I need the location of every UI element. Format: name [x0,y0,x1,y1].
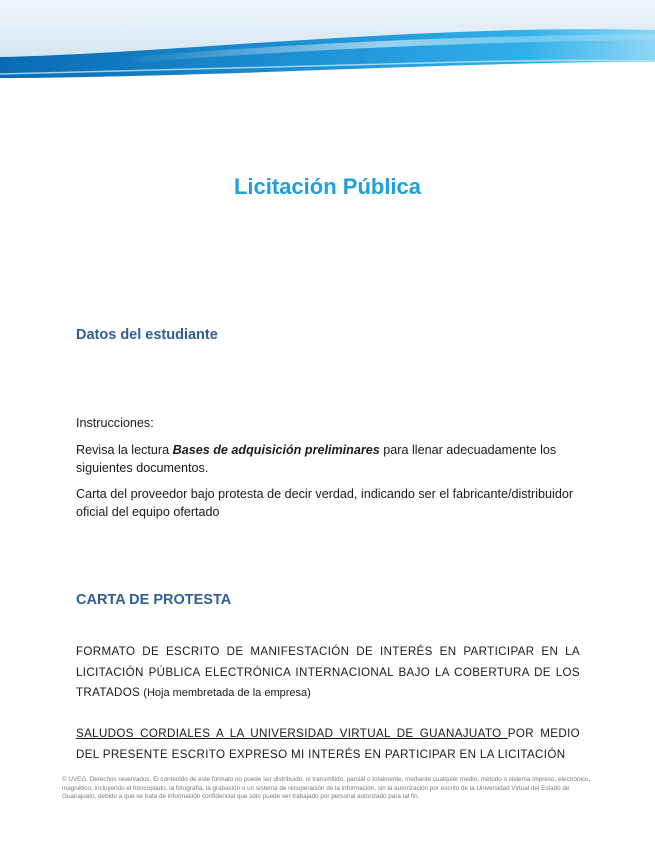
saludos-paragraph [76,724,580,765]
instructions-paragraph [76,441,580,477]
instructions-text-pre: Revisa la lectura [76,443,173,457]
formato-note: (Hoja membretada de la empresa) [140,687,311,699]
reading-title: Bases de adquisición preliminares [172,443,380,457]
footer-copyright: © UVEG. Derechos reservados. El contenido de este formato no puede ser distribuido, ni transmitido, parcial o totalmente, mediante cualquier medio, método o sistema impreso, electrónico, magnético, incluyendo el fotocopiado, la fotografía, la grabación o un sistema de recuperación de la información, sin la autorización por escrito de la Universidad Virtual del Estado de Guanajuato, debido a que se trata de información confidencial que sólo puede ser trabajado por personal autorizado para tal fin. [62,776,591,800]
instructions-text-post: para llenar adecuadamente los siguientes documentos. [76,443,557,475]
document-title: Licitación Pública [233,174,422,199]
instructions-label: Instrucciones: [76,416,154,430]
carta-protesta-heading: CARTA DE PROTESTA [76,592,232,608]
header-banner [0,0,655,80]
formato-text: FORMATO DE ESCRITO DE MANIFESTACIÓN DE INTERÉS EN PARTICIPAR EN LA LICITACIÓN PÚBLICA ELECTRÓNICA INTERNACIONAL BAJO LA COBERTURA DE LOS TRATADOS [76,645,580,699]
carta-description: Carta del proveedor bajo protesta de decir verdad, indicando ser el fabricante/distribuidor oficial del equipo ofertado [76,487,574,519]
formato-paragraph [76,642,580,704]
student-data-heading: Datos del estudiante [76,327,218,343]
saludos-rest-text: POR MEDIO DEL PRESENTE ESCRITO EXPRESO MI INTERÉS EN PARTICIPAR EN LA LICITACIÓN [76,727,581,761]
saludos-underlined-text: SALUDOS CORDIALES A LA UNIVERSIDAD VIRTUAL DE GUANAJUATO [76,727,508,740]
